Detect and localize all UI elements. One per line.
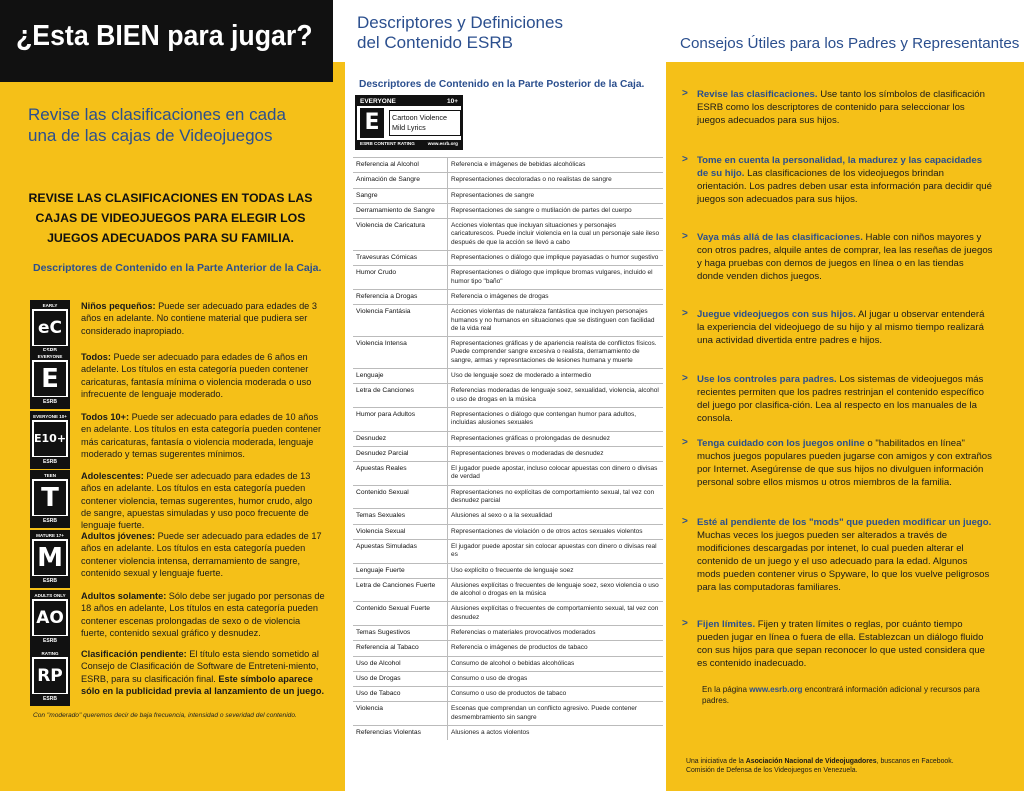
descriptor-row	[353, 383, 663, 407]
right-panel	[666, 0, 1024, 791]
rating-badge-letter: E10+	[34, 422, 66, 456]
descriptor-row	[353, 640, 663, 655]
more-info-post: encontrará información adicional y recursos para padres.	[702, 685, 980, 705]
descriptor-definition: Representaciones de violación o de otros actos sexuales violentos	[447, 525, 663, 539]
rating-badge-letter: E	[34, 362, 66, 396]
descriptor-row	[353, 188, 663, 203]
tip-text	[697, 154, 993, 206]
arrow-icon: >	[682, 437, 688, 448]
rating-badge-icon	[30, 648, 70, 706]
rating-name: Adolescentes:	[81, 471, 144, 481]
sample-rating-label	[355, 95, 463, 150]
tip-heading: Revise las clasificaciones.	[697, 89, 818, 100]
rating-badge-top: ADULTS ONLY	[32, 592, 68, 599]
descriptor-definition: Consumo o uso de productos de tabaco	[447, 687, 663, 701]
rating-name: Niños pequeños:	[81, 301, 156, 311]
descriptor-definition: El jugador puede apostar, incluso colocar apuestas con dinero o divisas de verdad	[447, 462, 663, 485]
rating-text: Puede ser adecuado para edades de 17 años en adelante. Los títulos en esta categoría pueden contener violencia intensa, derramamiento de sangre, contenido sexual y lenguaje fuerte.	[81, 531, 322, 578]
descriptor-row	[353, 446, 663, 461]
sample-label-head-left: EVERYONE	[360, 98, 396, 105]
descriptor-term: Temas Sugestivos	[356, 628, 411, 636]
sample-label-foot-right: www.esrb.org	[427, 141, 458, 146]
descriptor-definition: Referencia e imágenes de bebidas alcohólicas	[447, 158, 663, 172]
descriptor-definition: El jugador puede apostar sin colocar apuestas con dinero o divisas real es	[447, 540, 663, 563]
rating-badge-icon	[30, 300, 70, 358]
footer-pre: Una iniciativa de la	[686, 758, 746, 765]
right-header	[666, 0, 1024, 62]
descriptor-definition: Representaciones o diálogo que implique payasadas o humor sugestivo	[447, 251, 663, 265]
tip-text	[697, 516, 993, 594]
left-panel	[0, 0, 333, 791]
descriptor-term: Apuestas Reales	[356, 465, 407, 473]
descriptor-definition: Representaciones gráficas y de apariencia realista de conflictos físicos. Puede comprender sangre excesiva o realista, derramamiento de sangre, armas y represntaciones de lesiones humana y muerte	[447, 337, 663, 368]
descriptor-row	[353, 304, 663, 336]
rating-badge-icon	[30, 590, 70, 648]
descriptor-row	[353, 407, 663, 431]
sample-label-desc2: Mild Lyrics	[392, 123, 426, 132]
descriptor-definition: Representaciones decoloradas o no realistas de sangre	[447, 173, 663, 187]
sample-label-desc1: Cartoon Violence	[392, 113, 448, 122]
rating-text: El título esta siendo sometido al Consejo de Clasificación de Software de Entreteni-miento, ESRB, para su clasificación final.	[81, 649, 319, 684]
rating-badge-top: MATURE 17+	[32, 532, 68, 539]
descriptor-row	[353, 508, 663, 523]
descriptor-term: Violencia Sexual	[356, 527, 406, 535]
footer-org: Asociación Nacional de Videojugadores	[745, 758, 877, 765]
descriptor-term: Derramamiento de Sangre	[356, 206, 435, 214]
descriptor-term: Animación de Sangre	[356, 176, 420, 184]
descriptor-definition: Representaciones de sangre	[447, 189, 663, 203]
rating-row	[30, 590, 325, 654]
descriptor-definition: Alusiones explícitas o frecuentes de comportamiento sexual, tal vez con desnudez	[447, 602, 663, 625]
descriptor-term: Contenido Sexual Fuerte	[356, 605, 430, 613]
descriptor-definition: Representaciones o diálogo que contengan humor para adultos, incluidas alusiones sexuales	[447, 408, 663, 431]
rating-badge-icon	[30, 530, 70, 588]
middle-header	[333, 0, 666, 62]
descriptor-term: Uso de Drogas	[356, 674, 401, 682]
rating-text: Puede ser adecuado para edades de 3 años en adelante. No contiene material que pudiera ser considerado inapropiado.	[81, 301, 317, 336]
rating-badge-top: TEEN	[32, 472, 68, 479]
descriptor-term: Referencia al Alcohol	[356, 161, 419, 168]
page-title: ¿Esta BIEN para jugar?	[16, 20, 313, 52]
descriptor-row	[353, 671, 663, 686]
descriptor-row	[353, 656, 663, 671]
tip-body: Al jugar u observar entenderá la experiencia del videojuego de su hijo y al mismo tiempo realizará una actividad divertida entre padres e hijos.	[697, 309, 985, 346]
descriptor-definition: Consumo de alcohol o bebidas alcohólicas	[447, 657, 663, 671]
tip-body: Use tanto los símbolos de clasificación ESRB como los descriptores de contenido para seleccionar los juegos adecuados para sus hijos.	[697, 89, 985, 126]
descriptor-row	[353, 157, 663, 172]
tip-body: o "habilitados en línea" muchos juegos populares pueden jugarse con amigos y con extraños por Internet. Asegúrense de que sus hijos no divulguen información personal sobre ellos mismos u otros miembros de la familia.	[697, 438, 992, 488]
left-footnote: Con "moderado" queremos decir de baja frecuencia, intensidad o severidad del contenido.	[33, 712, 297, 719]
rating-badge-letter: RP	[34, 659, 66, 693]
descriptor-row	[353, 431, 663, 446]
descriptor-row	[353, 368, 663, 383]
descriptor-definition: Representaciones breves o moderadas de desnudez	[447, 447, 663, 461]
descriptor-row	[353, 601, 663, 625]
rating-badge-top: EVERYONE 10+	[33, 414, 67, 419]
left-subtitle: Revise las clasificaciones en cada una de las cajas de Videojuegos	[28, 105, 286, 145]
tip-text	[697, 618, 993, 670]
right-footer	[686, 757, 1016, 775]
descriptor-term: Humor Crudo	[356, 269, 397, 277]
rating-text: Sólo debe ser jugado por personas de 18 años en adelante, Los títulos en esta categoría pueden contener escenas prolongadas de sexo o de violencia fuerte, contenido sexual gráfico y desnudez.	[81, 591, 325, 638]
rating-description	[81, 300, 325, 337]
arrow-icon: >	[682, 618, 688, 629]
descriptor-row	[353, 336, 663, 368]
arrow-icon: >	[682, 373, 688, 384]
tip-heading: Tome en cuenta la personalidad, la madurez y las capacidades de su hijo.	[697, 155, 983, 179]
descriptor-term: Letra de Canciones Fuerte	[356, 581, 436, 589]
arrow-icon: >	[682, 231, 688, 242]
rating-badge-bottom: ESRB	[32, 397, 68, 407]
rating-badge-letter: T	[34, 481, 66, 515]
descriptor-term: Lenguaje Fuerte	[356, 566, 405, 574]
tip-heading: Esté al pendiente de los "mods" que pueden modificar un juego.	[697, 517, 992, 528]
descriptor-term: Violencia de Caricatura	[356, 222, 426, 230]
rating-badge-letter: eC	[34, 311, 66, 345]
descriptor-term: Apuestas Simuladas	[356, 542, 417, 550]
middle-content	[345, 62, 666, 791]
descriptor-row	[353, 172, 663, 187]
descriptor-definition: Representaciones de sangre o mutilación de partes del cuerpo	[447, 204, 663, 218]
rating-text: Puede ser adecuado para edades de 6 años en adelante. Los títulos en esta categoría pueden contener caricaturas, fantasía mínima o violencia moderada o uso infrecuente de lenguaje moderado.	[81, 352, 312, 399]
descriptor-row	[353, 461, 663, 485]
descriptor-definition: Acciones violentas de naturaleza fantástica que incluyen personajes humanos y no humanos en situaciones que se distinguen con facilidad de la vida real	[447, 305, 663, 336]
tip-body: Hable con niños mayores y con otros padres, alquile antes de comprar, lea las reseñas de juegos y haga pruebas con demos de juegos en línea o en las tiendas donde venden dichos juegos.	[697, 232, 993, 282]
descriptor-term: Referencias Violentas	[356, 729, 421, 737]
front-descriptors-title: Descriptores de Contenido en la Parte Anterior de la Caja.	[33, 262, 322, 274]
sample-label-head	[357, 97, 461, 106]
right-title: Consejos Útiles para los Padres y Representantes	[680, 35, 1020, 52]
descriptor-definition: Referencia o imágenes de productos de tabaco	[447, 641, 663, 655]
descriptor-term: Temas Sexuales	[356, 512, 406, 520]
tip-heading: Tenga cuidado con los juegos online	[697, 438, 865, 449]
sample-label-foot	[357, 140, 461, 148]
sample-label-letter: E	[360, 108, 384, 138]
descriptor-definition: Representaciones o diálogo que implique bromas vulgares, incluido el humor tipo "baño"	[447, 266, 663, 289]
rating-text: Puede ser adecuado para edades de 13 años en adelante. Los títulos en esta categoría pueden contener violencia, temas sugerentes, humor crudo, algo de sangre, apuestas simuladas y uso poco frecuente de lenguaje fuerte.	[81, 471, 313, 531]
sample-label-head-right: 10+	[446, 98, 458, 105]
descriptor-term: Uso de Tabaco	[356, 690, 401, 698]
rating-name: Adultos jóvenes:	[81, 531, 156, 541]
rating-badge-icon	[30, 351, 70, 409]
sample-label-descriptors	[389, 110, 461, 136]
rating-badge-icon	[30, 470, 70, 528]
tip-text	[697, 373, 993, 425]
rating-description	[81, 590, 325, 639]
descriptor-definition: Referencia o imágenes de drogas	[447, 290, 663, 304]
left-title-bar	[0, 0, 333, 82]
descriptor-definition: Representaciones no explícitas de comportamiento sexual, tal vez con desnudez parcial	[447, 486, 663, 509]
descriptor-term: Humor para Adultos	[356, 410, 416, 418]
rating-description	[81, 470, 325, 531]
rating-badge-icon	[30, 411, 70, 469]
rating-name: Adultos solamente:	[81, 591, 167, 601]
descriptor-definition: Uso de lenguaje soez de moderado a intermedio	[447, 369, 663, 383]
descriptor-term: Lenguaje	[356, 372, 384, 380]
descriptor-term: Violencia Intensa	[356, 340, 407, 348]
descriptor-row	[353, 265, 663, 289]
tip-body: Las clasificaciones de los videojuegos brindan orientación. Los padres deben usar esta información para decidir qué juegos son adecuados para sus hijos.	[697, 168, 992, 205]
arrow-icon: >	[682, 308, 688, 319]
esrb-link[interactable]: www.esrb.org	[749, 685, 803, 694]
descriptor-term: Referencia al Tabaco	[356, 644, 419, 652]
middle-title	[357, 13, 563, 53]
descriptor-definition: Referencias o materiales provocativos moderados	[447, 626, 663, 640]
rating-badge-bottom: ESRB	[32, 636, 68, 646]
descriptor-row	[353, 524, 663, 539]
arrow-icon: >	[682, 88, 688, 99]
tip-heading: Fijen límites.	[697, 619, 756, 630]
tip-text	[697, 308, 993, 347]
rating-name: Todos 10+:	[81, 412, 130, 422]
descriptor-row	[353, 563, 663, 578]
arrow-icon: >	[682, 154, 688, 165]
descriptor-definition: Referencias moderadas de lenguaje soez, sexualidad, violencia, alcohol o uso de drogas en la música	[447, 384, 663, 407]
rating-badge-bottom: ESRB	[32, 576, 68, 586]
descriptor-definition: Alusiones a actos violentos	[447, 726, 663, 740]
descriptor-term: Desnudez	[356, 434, 387, 442]
descriptors-table	[353, 157, 663, 740]
descriptor-row	[353, 725, 663, 740]
rating-row	[30, 648, 325, 712]
rating-description	[81, 411, 325, 460]
descriptor-term: Referencia a Drogas	[356, 292, 418, 300]
rating-row	[30, 530, 325, 594]
rating-badge-letter: AO	[34, 601, 66, 635]
more-info-pre: En la página	[702, 685, 750, 694]
descriptor-definition: Alusiones al sexo o a la sexualidad	[447, 509, 663, 523]
arrow-icon: >	[682, 516, 688, 527]
descriptor-term: Sangre	[356, 191, 378, 199]
rating-badge-top: EARLY	[32, 302, 68, 309]
descriptor-row	[353, 686, 663, 701]
descriptor-row	[353, 701, 663, 725]
descriptor-term: Desnudez Parcial	[356, 449, 409, 457]
rating-badge-bottom: ESRB	[32, 694, 68, 704]
descriptor-term: Violencia Fantásia	[356, 308, 411, 316]
more-info	[702, 684, 998, 706]
middle-title-line1: Descriptores y Definiciones	[357, 13, 563, 32]
descriptor-term: Travesuras Cómicas	[356, 254, 418, 262]
rating-text: Puede ser adecuado para edades de 10 años en adelante. Los títulos en esta categoría pueden contener más caricaturas, fantasía o violencia moderada, lenguaje moderado y temas sugerentes mínimos.	[81, 412, 322, 459]
tip-text	[697, 88, 993, 127]
descriptor-row	[353, 485, 663, 509]
footer-line2: Comisión de Defensa de los Videojuegos en Venezuela.	[686, 767, 858, 774]
footer-post: , buscanos en Facebook.	[876, 758, 954, 765]
tip-heading: Juegue videojuegos con sus hijos.	[697, 309, 856, 320]
descriptor-definition: Uso explícito o frecuente de lenguaje soez	[447, 564, 663, 578]
middle-panel	[333, 0, 666, 791]
rating-row	[30, 351, 325, 415]
sample-label-foot-left: ESRB CONTENT RATING	[360, 141, 415, 146]
rating-badge-bottom: ESRB	[32, 516, 68, 526]
footer-line1	[686, 757, 1016, 766]
descriptor-row	[353, 289, 663, 304]
rating-badge-bottom: ESRB	[32, 457, 68, 467]
tip-body: Fijen y traten límites o reglas, por cuánto tiempo pueden jugar en línea o fuera de ella. Establezcan un diálogo fluido con sus hijos para que sepan reconocer lo que usted considera que es contenido inadecuado.	[697, 619, 986, 669]
descriptor-row	[353, 218, 663, 250]
descriptor-definition: Representaciones gráficas o prolongadas de desnudez	[447, 432, 663, 446]
rating-row	[30, 470, 325, 534]
descriptor-row	[353, 203, 663, 218]
descriptor-row	[353, 578, 663, 602]
descriptor-definition: Escenas que comprendan un conflicto agresivo. Puede contener desmembramiento sin sangre	[447, 702, 663, 725]
tip-body: Los sistemas de videojuegos más recientes permiten que los padres restrinjan el contenido específico del juego por clasifica-ción. Lea al respecto en los manuales de la consola.	[697, 374, 984, 424]
rating-name: Todos:	[81, 352, 111, 362]
descriptor-definition: Alusiones explícitas o frecuentes de lenguaje soez, sexo violencia o uso de alcohol o drogas en la música	[447, 579, 663, 602]
back-descriptors-title: Descriptores de Contenido en la Parte Posterior de la Caja.	[359, 79, 645, 90]
tip-heading: Vaya más allá de las clasificaciones.	[697, 232, 863, 243]
left-heading: REVISE LAS CLASIFICACIONES EN TODAS LAS CAJAS DE VIDEOJUEGOS PARA ELEGIR LOS JUEGOS ADECUADOS PARA SU FAMILIA.	[28, 191, 313, 245]
tip-heading: Use los controles para padres.	[697, 374, 837, 385]
rating-row	[30, 411, 325, 475]
descriptor-term: Violencia	[356, 705, 384, 713]
descriptor-term: Letra de Canciones	[356, 387, 414, 395]
descriptor-term: Uso de Alcohol	[356, 659, 401, 667]
rating-badge-top: EVERYONE	[32, 353, 68, 360]
rating-description	[81, 351, 325, 400]
descriptor-row	[353, 625, 663, 640]
tip-body: Muchas veces los juegos pueden ser alterados a través de modificiones descargadas por intenet, lo cual pueden alterar el contenido de un juego y el uso adecuado para la edad. Algunos mods pueden contener virus o Spyware, lo que los vuelve peligrosos para las computadoras familiares.	[697, 530, 990, 593]
descriptor-row	[353, 539, 663, 563]
rating-badge-letter: M	[34, 541, 66, 575]
rating-badge-top: RATING	[32, 650, 68, 657]
rating-name: Clasificación pendiente:	[81, 649, 187, 659]
descriptor-definition: Consumo o uso de drogas	[447, 672, 663, 686]
descriptor-definition: Acciones violentas que incluyan situaciones y personajes caricaturescos. Puede incluir violencia en la cual un personaje sale ileso después de que la acción se llevó a cabo	[447, 219, 663, 250]
middle-title-line2: del Contenido ESRB	[357, 33, 513, 52]
descriptor-term: Contenido Sexual	[356, 488, 409, 496]
tip-text	[697, 231, 993, 283]
rating-description	[81, 648, 325, 697]
descriptor-row	[353, 250, 663, 265]
rating-note: Este símbolo aparece sólo en la publicidad previa al lanzamiento de un juego.	[81, 673, 325, 696]
rating-description	[81, 530, 325, 579]
tip-text	[697, 437, 993, 489]
